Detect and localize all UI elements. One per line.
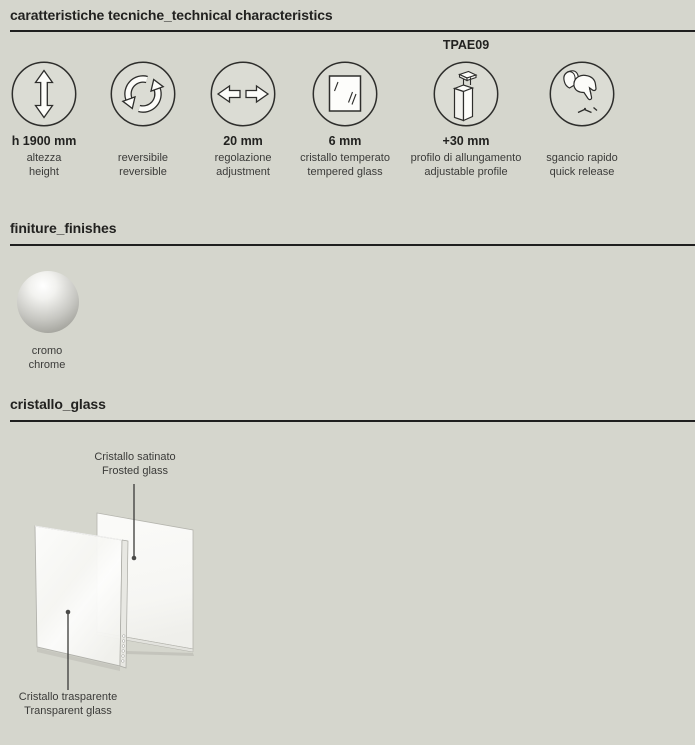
chrome-finish-swatch [17, 271, 79, 333]
feature-quick-release [526, 38, 638, 179]
product-code [526, 38, 638, 52]
section-divider [10, 30, 695, 32]
height-icon [11, 61, 77, 127]
feature-value: h 1900 mm [11, 134, 77, 148]
feature-label-en: tempered glass [307, 165, 383, 178]
swatch-label-it: cromo [31, 345, 63, 357]
feature-label-it: profilo di allungamento [410, 152, 522, 164]
frosted-label-it: Cristallo satinato [94, 451, 176, 463]
product-code [0, 38, 92, 52]
feature-reversible [93, 38, 193, 179]
product-code [193, 38, 293, 52]
feature-label-it: reversibile [117, 152, 169, 164]
feature-label-en: adjustment [216, 165, 270, 178]
reversible-icon [110, 61, 176, 127]
adjustment-icon [210, 61, 276, 127]
feature-value: +30 mm [442, 134, 490, 148]
frosted-label-en: Frosted glass [101, 464, 169, 477]
transparent-label-it: Cristallo trasparente [18, 691, 118, 703]
extension-profile-icon [433, 61, 499, 127]
quick-release-icon [549, 61, 615, 127]
feature-value [93, 134, 193, 149]
transparent-glass-panel [35, 526, 122, 666]
feature-label-it: regolazione [214, 152, 272, 164]
feature-value: 20 mm [223, 134, 263, 148]
feature-label-en: quick release [549, 165, 615, 178]
feature-label-en: height [29, 165, 59, 178]
transparent-label-en: Transparent glass [24, 704, 112, 717]
section-divider [10, 420, 695, 422]
chrome-swatch-label [1, 345, 93, 372]
feature-value: 6 mm [328, 134, 362, 148]
product-code [288, 38, 402, 52]
feature-label-it: altezza [26, 152, 62, 164]
section-title-technical: caratteristiche tecniche_technical characteristics [10, 7, 333, 23]
section-title-glass: cristallo_glass [10, 396, 106, 412]
feature-label-en: reversible [119, 165, 167, 178]
tempered-glass-icon [312, 61, 378, 127]
feature-label-it: sgancio rapido [546, 152, 618, 164]
frosted-leader-dot [132, 556, 137, 561]
feature-value [526, 134, 638, 149]
product-code: TPAE09 [442, 38, 490, 52]
product-code [93, 38, 193, 52]
feature-height [0, 38, 92, 179]
feature-adjustment [193, 38, 293, 179]
feature-label-it: cristallo temperato [300, 152, 390, 164]
transparent-glass-label [5, 691, 131, 718]
feature-extension-profile [399, 38, 533, 179]
swatch-label-en: chrome [28, 358, 66, 371]
feature-tempered-glass [288, 38, 402, 179]
section-divider [10, 244, 695, 246]
feature-label-en: adjustable profile [424, 165, 508, 178]
section-title-finishes: finiture_finishes [10, 220, 117, 236]
transparent-leader-dot [66, 610, 71, 615]
